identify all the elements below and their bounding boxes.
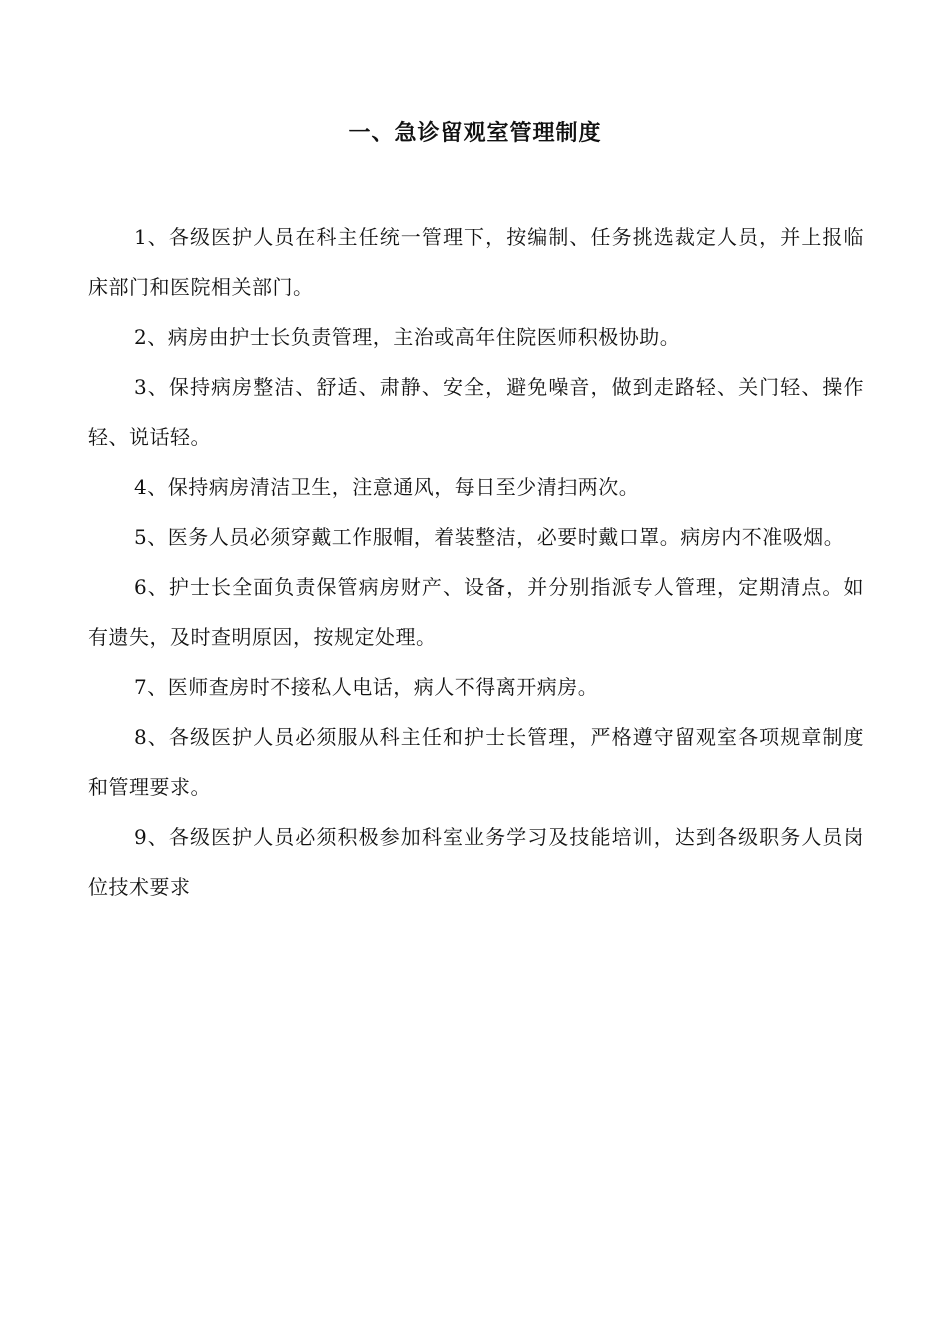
- paragraph-1: 1、各级医护人员在科主任统一管理下，按编制、任务挑选裁定人员，并上报临床部门和医院相关部门。: [88, 225, 864, 299]
- paragraph-4: 4、保持病房清洁卫生，注意通风，每日至少清扫两次。: [134, 475, 640, 499]
- regulation-body: [88, 212, 864, 912]
- paragraph-9: 9、各级医护人员必须积极参加科室业务学习及技能培训，达到各级职务人员岗位技术要求: [88, 825, 864, 899]
- paragraph-3: 3、保持病房整洁、舒适、肃静、安全，避免噪音，做到走路轻、关门轻、操作轻、说话轻。: [88, 375, 864, 449]
- page-title: 一、急诊留观室管理制度: [348, 121, 602, 146]
- paragraph-2: 2、病房由护士长负责管理，主治或高年住院医师积极协助。: [134, 325, 681, 349]
- paragraph-6: 6、护士长全面负责保管病房财产、设备，并分别指派专人管理，定期清点。如有遗失，及时查明原因，按规定处理。: [88, 575, 864, 649]
- paragraph-7: 7、医师查房时不接私人电话，病人不得离开病房。: [134, 675, 599, 699]
- paragraph-8: 8、各级医护人员必须服从科主任和护士长管理，严格遵守留观室各项规章制度和管理要求。: [88, 725, 864, 799]
- paragraph-5: 5、医务人员必须穿戴工作服帽，着装整洁，必要时戴口罩。病房内不准吸烟。: [134, 525, 845, 549]
